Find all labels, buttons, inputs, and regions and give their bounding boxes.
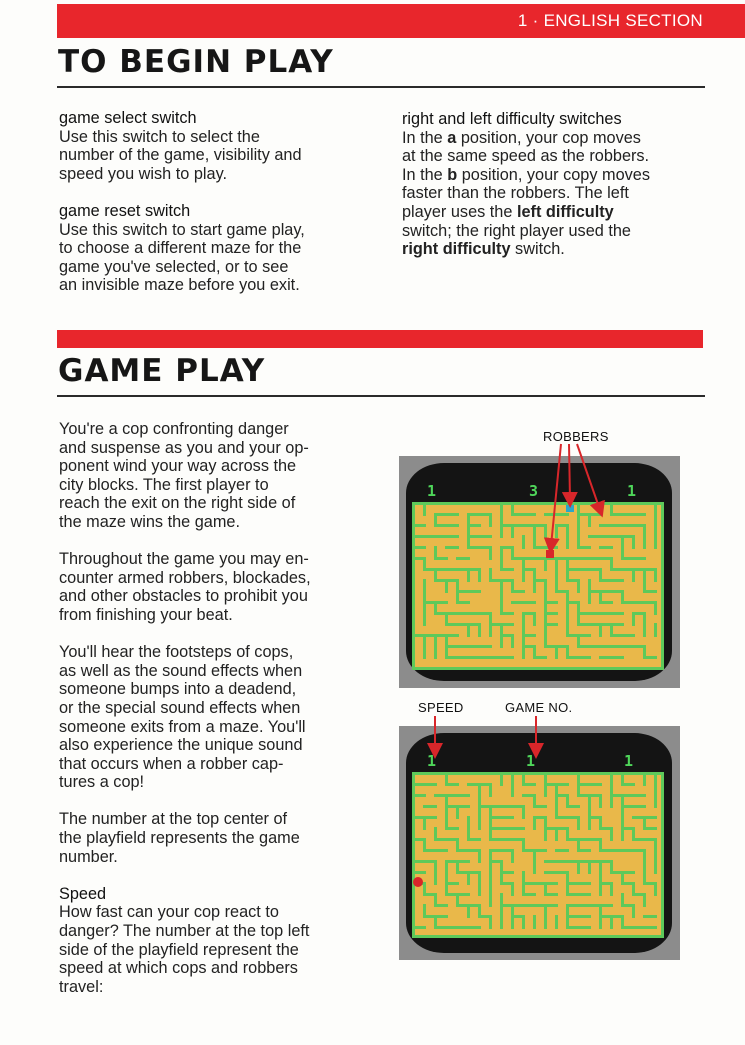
text-line: tures a cop!	[59, 773, 145, 792]
text-line: travel:	[59, 977, 104, 996]
text-line: ponent wind your way across the	[59, 457, 297, 476]
text-line: switch; the right player used the	[402, 221, 631, 240]
screenshot-robbers	[399, 456, 680, 688]
game-select-heading: game select switch	[59, 109, 197, 127]
maze-playfield	[412, 502, 664, 670]
maze-playfield	[412, 772, 664, 938]
text-line: game you've selected, or to see	[59, 257, 289, 276]
text-line: side of the playfield represent the	[59, 940, 299, 959]
text-line: In the a position, your cop moves	[402, 128, 641, 147]
text-line: Throughout the game you may en-	[59, 550, 309, 569]
screenshot-speed-game	[399, 726, 680, 960]
robbers-label: ROBBERS	[543, 429, 609, 444]
spacer	[59, 866, 379, 885]
text-line: the playfield represents the game	[59, 829, 300, 848]
speed-label: SPEED	[418, 700, 464, 715]
text-line: number of the game, visibility and	[59, 146, 302, 165]
section-label: 1 · ENGLISH SECTION	[517, 11, 703, 30]
text-line: Use this switch to select the	[59, 127, 260, 146]
spacer	[59, 532, 379, 551]
game-select-block	[59, 109, 379, 183]
section-bar	[57, 330, 703, 348]
text-line: player uses the left difficulty	[402, 202, 614, 221]
text-line: speed at which cops and robbers	[59, 959, 298, 978]
text-line: from finishing your beat.	[59, 605, 233, 624]
text-line: counter armed robbers, blockades,	[59, 568, 311, 587]
text-line: How fast can your cop react to	[59, 903, 279, 922]
text-line: city blocks. The first player to	[59, 475, 269, 494]
score-digit: 1	[627, 482, 637, 500]
speed-heading: Speed	[59, 884, 107, 903]
text-line: You're a cop confronting danger	[59, 420, 289, 438]
game-no-label: GAME NO.	[505, 700, 573, 715]
game-reset-heading: game reset switch	[59, 202, 191, 220]
section-title: GAME PLAY	[58, 353, 266, 389]
text-line: Use this switch to start game play,	[59, 220, 305, 239]
text-line: someone exits from a maze. You'll	[59, 717, 306, 736]
game-play-text	[59, 420, 379, 996]
text-line: danger? The number at the top left	[59, 922, 310, 941]
score-digit: 1	[624, 752, 634, 770]
text-line: faster than the robbers. The left	[402, 184, 629, 203]
text-line: right difficulty switch.	[402, 240, 565, 259]
game-reset-block	[59, 202, 379, 295]
title-rule	[57, 86, 705, 88]
speed-digit: 1	[427, 752, 437, 770]
text-line: and other obstacles to prohibit you	[59, 587, 308, 606]
text-line: at the same speed as the robbers.	[402, 147, 650, 166]
text-line: reach the exit on the right side of	[59, 494, 296, 513]
page-title: TO BEGIN PLAY	[58, 44, 334, 80]
difficulty-heading: right and left difficulty switches	[402, 110, 622, 128]
text-line: as well as the sound effects when	[59, 661, 303, 680]
robber-cyan	[566, 505, 574, 512]
cop-icon	[413, 877, 423, 887]
text-line: number.	[59, 847, 118, 866]
text-line: and suspense as you and your op-	[59, 438, 309, 457]
text-line: speed you wish to play.	[59, 164, 228, 183]
spacer	[59, 792, 379, 811]
text-line: The number at the top center of	[59, 810, 288, 829]
text-line: also experience the unique sound	[59, 736, 303, 755]
text-line: someone bumps into a deadend,	[59, 680, 297, 699]
game-number-digit: 3	[529, 482, 539, 500]
section-rule	[57, 395, 705, 397]
text-line: You'll hear the footsteps of cops,	[59, 643, 294, 662]
speed-digit: 1	[427, 482, 437, 500]
text-line: In the b position, your copy moves	[402, 165, 650, 184]
text-line: that occurs when a robber cap-	[59, 754, 284, 773]
game-number-digit: 1	[526, 752, 536, 770]
maze-path-area	[412, 502, 664, 670]
text-line: or the special sound effects when	[59, 698, 301, 717]
text-line: to choose a different maze for the	[59, 239, 302, 258]
text-line: the maze wins the game.	[59, 512, 240, 531]
difficulty-block	[402, 110, 722, 259]
spacer	[59, 625, 379, 644]
text-line: an invisible maze before you exit.	[59, 276, 300, 295]
robber-red	[546, 550, 554, 558]
